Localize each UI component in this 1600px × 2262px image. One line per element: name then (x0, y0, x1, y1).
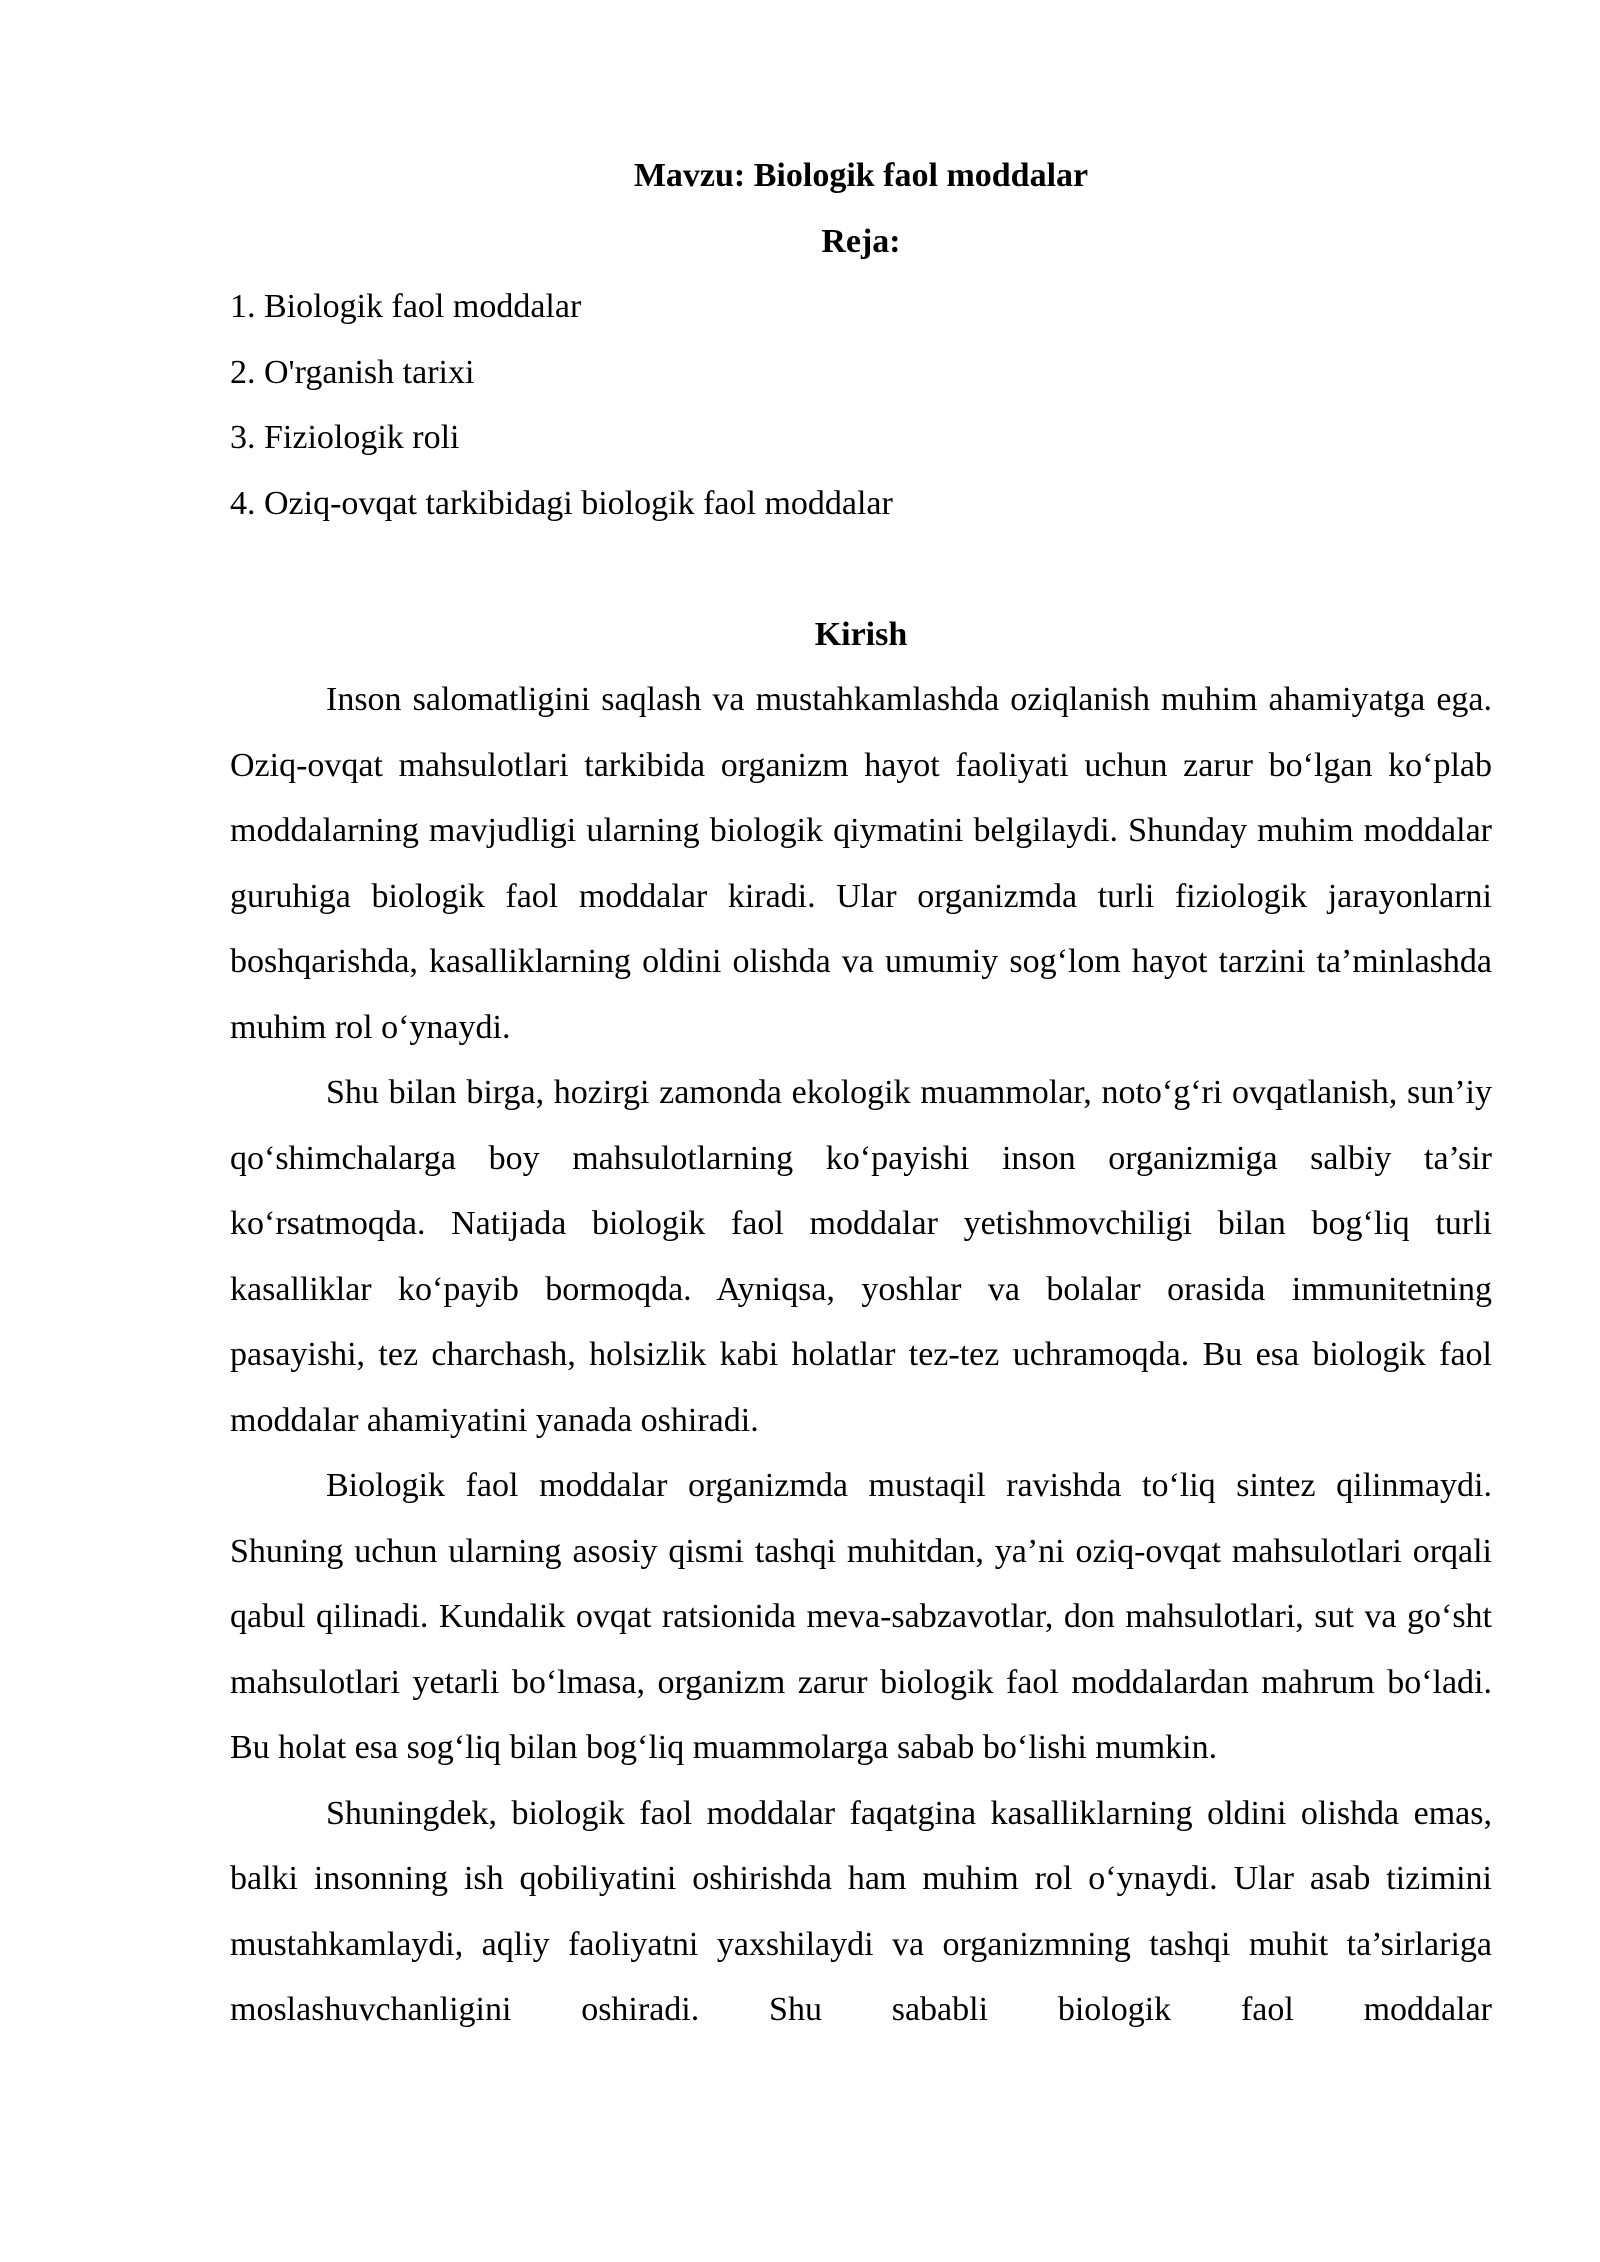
plan-item: 4. Oziq-ovqat tarkibidagi biologik faol moddalar (230, 484, 893, 522)
intro-heading: Kirish (814, 615, 908, 653)
document-title: Mavzu: Biologik faol moddalar (633, 157, 1089, 194)
plan-list (230, 274, 1492, 536)
paragraph: Shuningdek, biologik faol moddalar faqatgina kasalliklarning oldini olishda emas, balki insonning ish qobiliyatini oshirishda ham muhim rol o‘ynaydi. Ular asab tizimini mustahkamlaydi, aqliy faoliyatni yaxshilaydi va organizmning tashqi muhit ta’sirlariga moslashuvchanligini oshiradi. Shu sababli biologik faol moddalar (230, 1794, 1492, 2028)
plan-item: 1. Biologik faol moddalar (230, 288, 582, 325)
plan-item: 2. O'rganish tarixi (230, 353, 475, 391)
paragraph: Biologik faol moddalar organizmda mustaqil ravishda to‘liq sintez qilinmaydi. Shuning uchun ularning asosiy qismi tashqi muhitdan, ya’ni oziq-ovqat mahsulotlari orqali qabul qilinadi. Kundalik ovqat ratsionida meva-sabzavotlar, don mahsulotlari, sut va go‘sht mahsulotlari yetarli bo‘lmasa, organizm zarur biologik faol moddalardan mahrum bo‘ladi. Bu holat esa sog‘liq bilan bog‘liq muammolarga sabab bo‘lishi mumkin. (230, 1467, 1492, 1766)
paragraph: Shu bilan birga, hozirgi zamonda ekologik muammolar, noto‘g‘ri ovqatlanish, sun’iy qo‘shimchalarga boy mahsulotlarning ko‘payishi inson organizmiga salbiy ta’sir ko‘rsatmoqda. Natijada biologik faol moddalar yetishmovchiligi bilan bog‘liq turli kasalliklar ko‘payib bormoqda. Ayniqsa, yoshlar va bolalar orasida immunitetning pasayishi, tez charchash, holsizlik kabi holatlar tez-tez uchramoqda. Bu esa biologik faol moddalar ahamiyatini yanada oshiradi. (230, 1074, 1492, 1439)
plan-heading: Reja: (821, 222, 901, 260)
document-content (230, 143, 1492, 2043)
blank-line (230, 536, 1492, 602)
plan-item: 3. Fiziologik roli (230, 419, 460, 456)
paragraph: Inson salomatligini saqlash va mustahkamlashda oziqlanish muhim ahamiyatga ega. Oziq-ovqat mahsulotlari tarkibida organizm hayot faoliyati uchun zarur bo‘lgan ko‘plab moddalarning mavjudligi ularning biologik qiymatini belgilaydi. Shunday muhim moddalar guruhiga biologik faol moddalar kiradi. Ular organizmda turli fiziologik jarayonlarni boshqarishda, kasalliklarning oldini olishda va umumiy sog‘lom hayot tarzini ta’minlashda muhim rol o‘ynaydi. (230, 681, 1492, 1046)
